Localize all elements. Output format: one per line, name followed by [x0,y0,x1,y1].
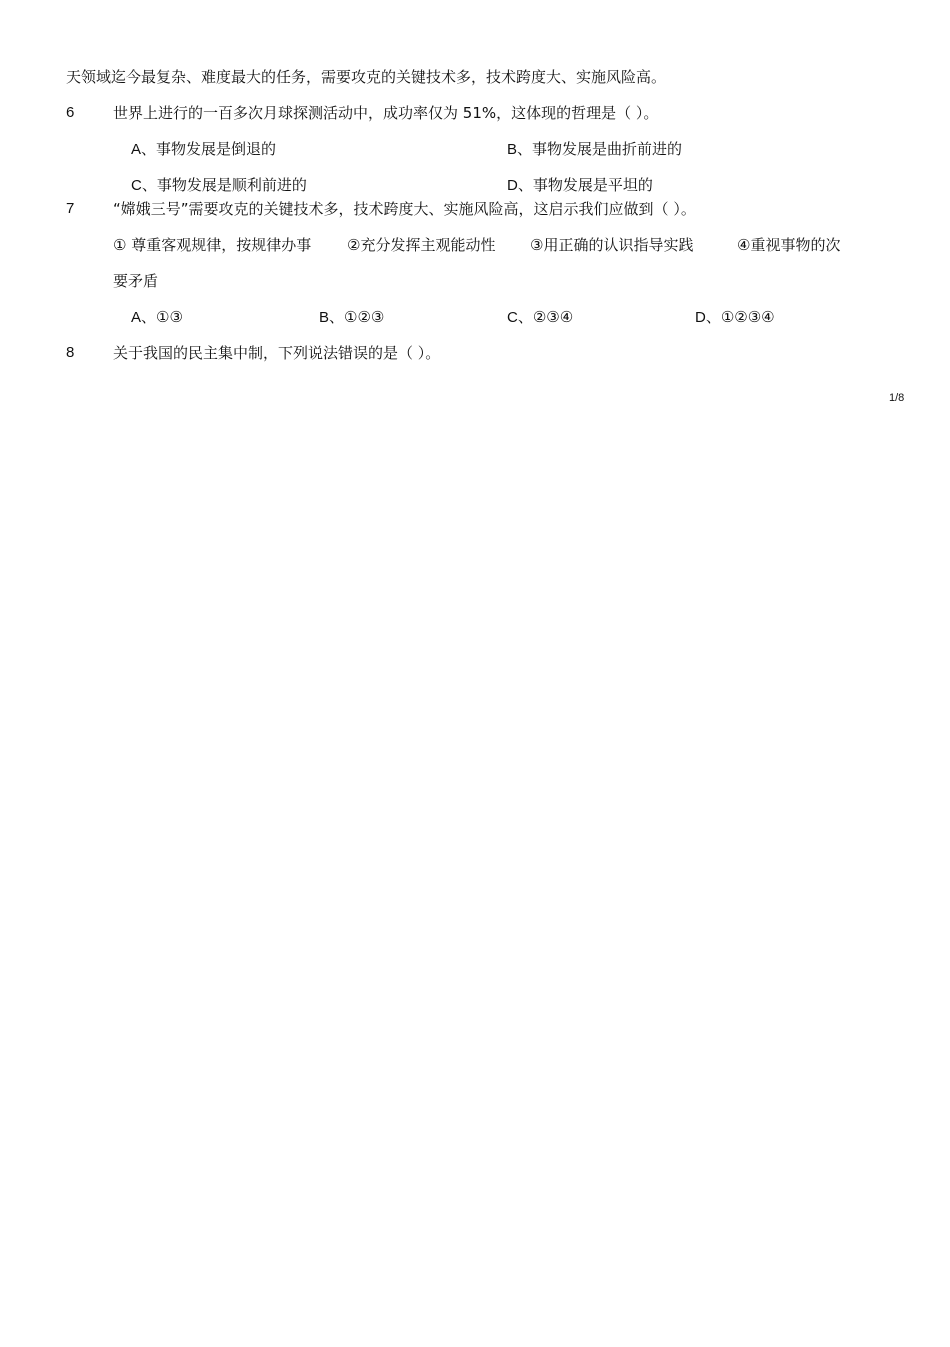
question-7-statement-2: ②充分发挥主观能动性 [347,236,496,254]
question-7-statement-1: ① 尊重客观规律，按规律办事 [113,236,312,254]
intro-text: 天领域迄今最复杂、难度最大的任务，需要攻克的关键技术多，技术跨度大、实施风险高。 [66,68,667,86]
option-text: ①②③④ [720,308,775,326]
question-8-number: 8 [66,344,75,361]
option-letter: B、 [507,141,533,158]
question-6-option-b [507,139,682,160]
option-letter: D、 [695,309,721,326]
option-text: ①③ [156,308,183,326]
question-6-option-d [507,175,653,196]
option-text: ②③④ [532,308,574,326]
question-8-stem: 关于我国的民主集中制，下列说法错误的是（ ）。 [113,344,441,362]
question-6-option-c [131,175,307,196]
option-letter: D、 [507,177,533,194]
option-letter: B、 [319,309,345,326]
option-text: 事物发展是倒退的 [156,140,277,158]
question-6-stem: 世界上进行的一百多次月球探测活动中，成功率仅为 51%，这体现的哲理是（ ）。 [113,104,659,122]
question-7-statement-continued: 要矛盾 [113,272,159,290]
option-letter: C、 [507,309,533,326]
page-number: 1/8 [889,392,905,404]
option-letter: A、 [131,141,157,158]
question-6-option-a [131,139,276,160]
question-7-option-d [695,307,775,328]
question-6-number: 6 [66,104,75,121]
option-text: ①②③ [344,308,385,326]
option-text: 事物发展是曲折前进的 [532,140,683,158]
question-7-option-a [131,307,183,328]
question-7-stem: “嫦娥三号”需要攻克的关键技术多，技术跨度大、实施风险高，这启示我们应做到（ ）。 [113,200,696,218]
option-text: 事物发展是顺利前进的 [156,176,307,194]
option-letter: C、 [131,177,157,194]
option-text: 事物发展是平坦的 [532,176,653,194]
option-letter: A、 [131,309,157,326]
question-7-number: 7 [66,200,75,217]
question-7-statement-3: ③用正确的认识指导实践 [530,236,694,254]
question-7-option-b [319,307,384,328]
question-7-statement-4: ④重视事物的次 [737,236,841,254]
question-7-option-c [507,307,573,328]
